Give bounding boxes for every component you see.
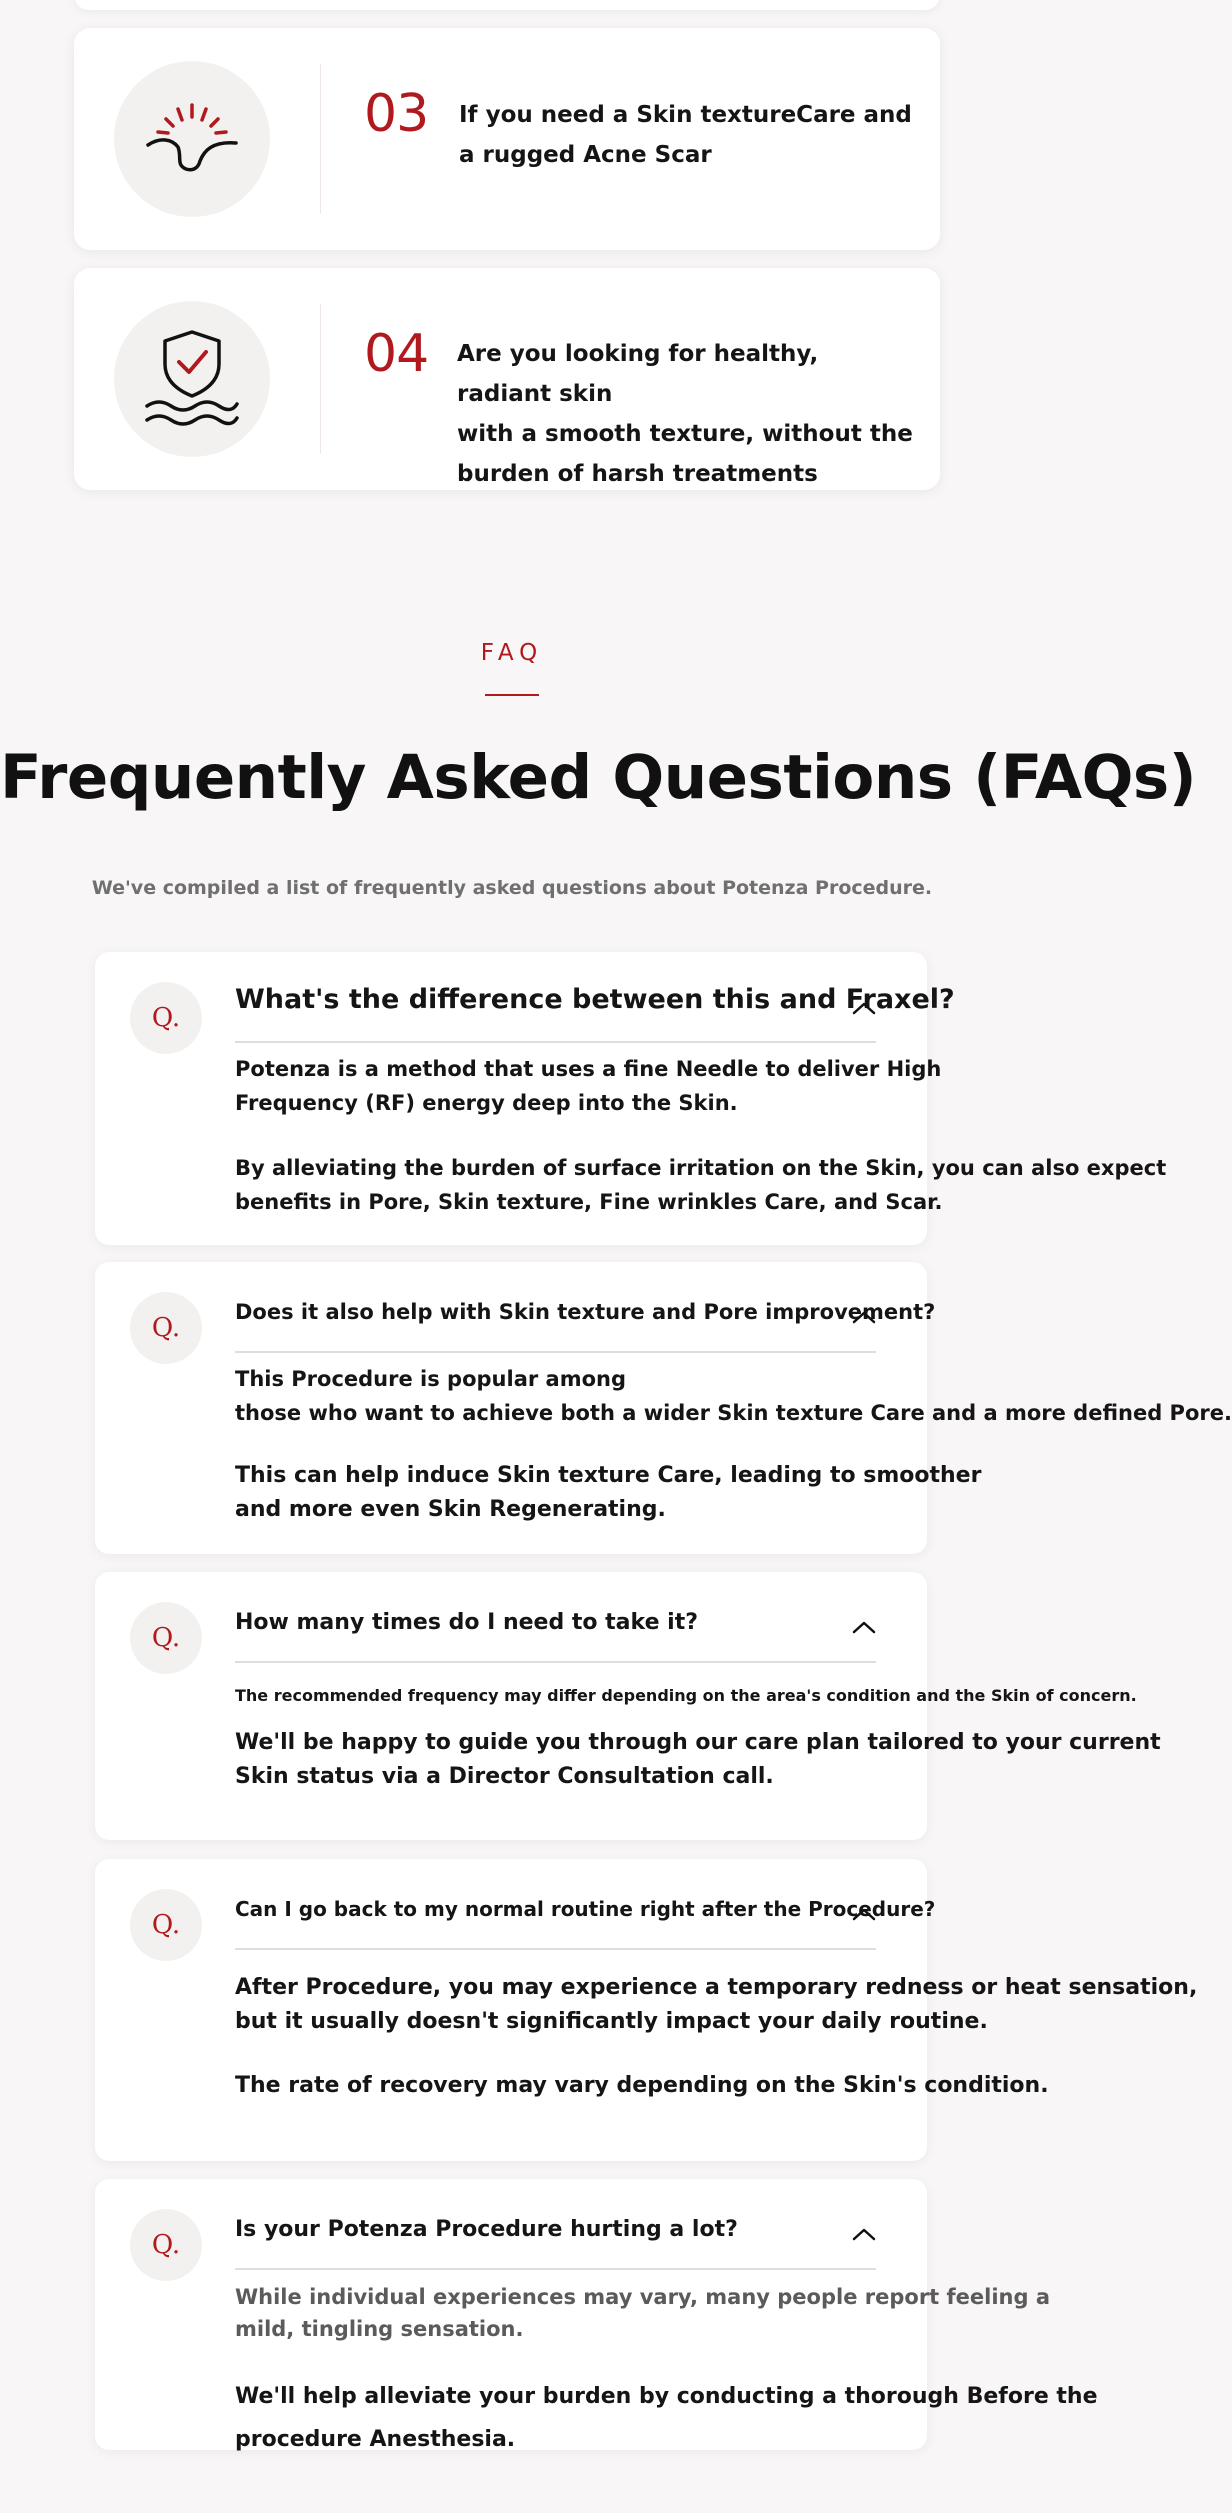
concern-line: If you need a Skin textureCare and [459, 102, 912, 128]
concern-icon-circle [114, 61, 270, 217]
concern-number: 04 [364, 324, 429, 384]
skin-texture-icon [142, 99, 242, 179]
concern-card-03 [74, 28, 940, 250]
concern-line: with a smooth texture, without the [457, 421, 913, 447]
chevron-up-icon[interactable] [850, 1904, 878, 1924]
concern-line: a rugged Acne Scar [459, 142, 712, 168]
answer-line: The rate of recovery may vary depending on the Skin's condition. [235, 2073, 1049, 2098]
faq-eyebrow-underline [485, 694, 539, 696]
answer-line: Potenza is a method that uses a fine Needle to deliver High [235, 1057, 942, 1081]
answer-line: While individual experiences may vary, many people report feeling a [235, 2285, 1051, 2309]
faq-item [95, 2179, 1098, 2452]
faq-answer [235, 2281, 1098, 2461]
page-subtitle: We've compiled a list of frequently asked questions about Potenza Procedure. [91, 877, 933, 899]
answer-line: We'll help alleviate your burden by conducting a thorough Before the [235, 2384, 1098, 2409]
faq-divider [235, 1661, 876, 1663]
answer-line: mild, tingling sensation. [235, 2317, 524, 2341]
faq-divider [235, 1948, 876, 1950]
faq-question[interactable]: Does it also help with Skin texture and Pore improvement? [235, 1300, 936, 1324]
answer-line: We'll be happy to guide you through our care plan tailored to your current [235, 1730, 1161, 1755]
faq-answer [235, 1971, 1198, 2103]
concern-number: 03 [364, 84, 429, 144]
chevron-up-icon[interactable] [850, 1307, 878, 1327]
q-badge: Q. [130, 2209, 202, 2281]
answer-line: Skin status via a Director Consultation call. [235, 1764, 774, 1789]
q-badge: Q. [130, 1889, 202, 1961]
concern-divider [320, 64, 321, 214]
faq-eyebrow: FAQ [480, 640, 544, 666]
faq-item [95, 1262, 1232, 1554]
faq-answer [235, 1052, 1167, 1219]
shield-check-icon [137, 324, 247, 434]
answer-line: and more even Skin Regenerating. [235, 1497, 666, 1522]
answer-line: By alleviating the burden of surface irritation on the Skin, you can also expect [235, 1156, 1167, 1180]
answer-line: those who want to achieve both a wider Skin texture Care and a more defined Pore. [235, 1401, 1232, 1425]
faq-item [95, 1572, 1161, 1840]
concern-card-02-edge [74, 0, 940, 10]
answer-line: The recommended frequency may differ depending on the area's condition and the Skin of concern. [235, 1686, 1137, 1705]
faq-answer [235, 1362, 1232, 1527]
faq-divider [235, 1041, 876, 1043]
answer-line: procedure Anesthesia. [235, 2427, 516, 2452]
page-title: Frequently Asked Questions (FAQs) [0, 742, 1197, 813]
answer-line: benefits in Pore, Skin texture, Fine wrinkles Care, and Scar. [235, 1190, 943, 1214]
chevron-up-icon[interactable] [850, 2224, 878, 2244]
q-badge: Q. [130, 1292, 202, 1364]
concern-line: Are you looking for healthy, radiant skin [457, 341, 819, 407]
concern-line: burden of harsh treatments [457, 461, 818, 487]
concern-text [457, 334, 917, 494]
faq-divider [235, 1351, 876, 1353]
answer-line: After Procedure, you may experience a temporary redness or heat sensation, [235, 1975, 1198, 2000]
chevron-up-icon[interactable] [850, 1617, 878, 1637]
faq-question[interactable]: What's the difference between this and Fraxel? [235, 984, 955, 1015]
answer-line: Frequency (RF) energy deep into the Skin. [235, 1091, 738, 1115]
faq-item [95, 952, 1167, 1245]
q-badge: Q. [130, 982, 202, 1054]
faq-item [95, 1859, 1198, 2161]
faq-question[interactable]: Is your Potenza Procedure hurting a lot? [235, 2217, 738, 2242]
faq-divider [235, 2268, 876, 2270]
faq-question[interactable]: Can I go back to my normal routine right after the Procedure? [235, 1897, 936, 1921]
concern-icon-circle [114, 301, 270, 457]
q-badge: Q. [130, 1602, 202, 1674]
answer-line: but it usually doesn't significantly impact your daily routine. [235, 2009, 988, 2034]
chevron-up-icon[interactable] [850, 998, 878, 1018]
concern-card-04 [74, 268, 940, 490]
faq-answer [235, 1684, 1161, 1794]
concern-divider [320, 304, 321, 454]
concern-text [459, 95, 919, 175]
faq-question[interactable]: How many times do I need to take it? [235, 1610, 698, 1635]
answer-line: This Procedure is popular among [235, 1367, 626, 1391]
answer-line: This can help induce Skin texture Care, leading to smoother [235, 1463, 982, 1488]
